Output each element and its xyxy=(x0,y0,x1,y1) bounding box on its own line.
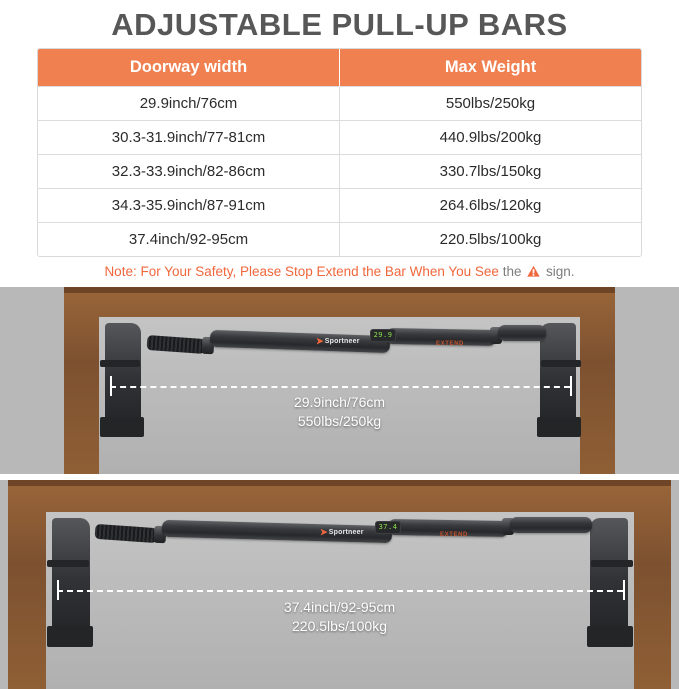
measure-tick-right xyxy=(623,580,625,600)
table-row xyxy=(38,87,641,121)
doorframe-top-edge xyxy=(64,287,615,293)
measure-weight-text: 550lbs/250kg xyxy=(297,412,382,429)
measure-width-text: 37.4inch/92-95cm xyxy=(283,599,396,616)
table-row xyxy=(38,223,641,257)
display-value: 37.4 xyxy=(378,523,398,532)
measure-dashed-line xyxy=(110,386,570,388)
cell-max-weight: 330.7lbs/150kg xyxy=(340,155,642,189)
cell-max-weight: 440.9lbs/200kg xyxy=(340,121,642,155)
spec-table-container xyxy=(37,48,642,257)
cell-doorway-width: 37.4inch/92-95cm xyxy=(38,223,340,257)
safety-note xyxy=(0,257,679,287)
brand-logo xyxy=(320,527,364,538)
table-row xyxy=(38,155,641,189)
brand-name: Sportneer xyxy=(328,529,364,537)
bar-tube-right xyxy=(510,517,592,533)
measure-weight-text: 220.5lbs/100kg xyxy=(292,617,387,634)
cell-doorway-width: 30.3-31.9inch/77-81cm xyxy=(38,121,340,155)
digital-display xyxy=(375,521,401,534)
column-header-max-weight: Max Weight xyxy=(340,49,642,87)
measure-width-text: 29.9inch/76cm xyxy=(293,394,386,411)
digital-display xyxy=(370,329,396,342)
cell-doorway-width: 29.9inch/76cm xyxy=(38,87,340,121)
table-header-row xyxy=(38,49,641,87)
spec-table xyxy=(38,49,641,256)
measure-caption xyxy=(0,393,679,430)
table-row xyxy=(38,121,641,155)
page-title: ADJUSTABLE PULL-UP BARS xyxy=(111,7,568,42)
measure-tick-left xyxy=(57,580,59,600)
cell-max-weight: 264.6lbs/120kg xyxy=(340,189,642,223)
photo-min-width xyxy=(0,287,679,474)
bracket-arm-right xyxy=(591,560,633,567)
extend-label: EXTEND xyxy=(440,532,468,539)
photo-max-width xyxy=(0,480,679,689)
measure-dashed-line xyxy=(57,590,623,592)
safety-note-text-primary: Note: For Your Safety, Please Stop Extend the Bar When You See xyxy=(104,264,499,280)
sportneer-mark-icon: ➤ xyxy=(316,336,324,347)
bar-tube-right xyxy=(498,325,546,341)
cell-doorway-width: 32.3-33.9inch/82-86cm xyxy=(38,155,340,189)
brand-name: Sportneer xyxy=(324,338,360,346)
warning-triangle-icon xyxy=(526,264,541,281)
column-header-doorway-width: Doorway width xyxy=(38,49,340,87)
doorframe-top-edge xyxy=(8,480,671,486)
safety-note-text-tertiary: sign. xyxy=(546,264,575,280)
extend-label: EXTEND xyxy=(436,341,464,348)
measure-caption xyxy=(0,598,679,635)
cell-max-weight: 220.5lbs/100kg xyxy=(340,223,642,257)
cell-max-weight: 550lbs/250kg xyxy=(340,87,642,121)
bracket-arm-right xyxy=(541,360,581,367)
display-value: 29.9 xyxy=(373,331,393,340)
bracket-arm-left xyxy=(47,560,89,567)
table-row xyxy=(38,189,641,223)
cell-doorway-width: 34.3-35.9inch/87-91cm xyxy=(38,189,340,223)
sportneer-mark-icon: ➤ xyxy=(320,527,328,538)
brand-logo xyxy=(316,336,360,347)
bracket-arm-left xyxy=(100,360,140,367)
safety-note-text-secondary: the xyxy=(502,264,522,280)
